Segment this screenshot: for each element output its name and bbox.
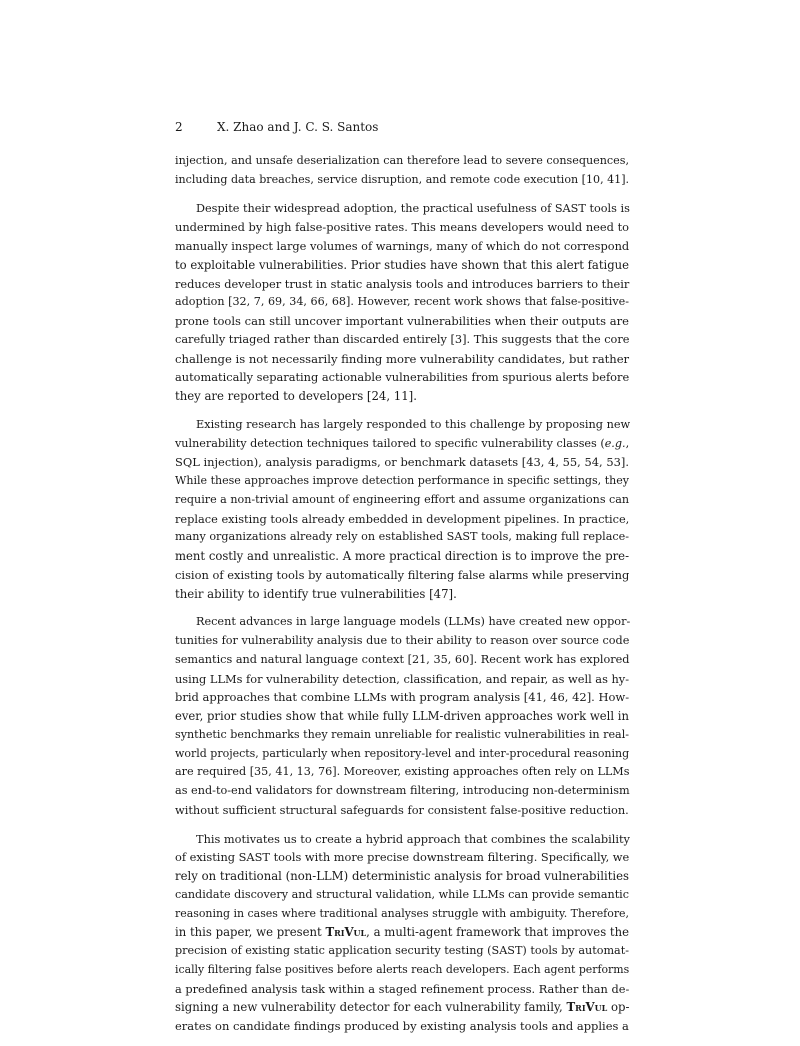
text-line: candidate discovery and structural validation, while LLMs can provide semantic [175,887,629,901]
text-line: signing a new vulnerability detector for each vulnerability family, TriVul op- [175,1000,630,1015]
text-line: cision of existing tools by automatically filtering false alarms while preserving [175,567,630,582]
text-line: This motivates us to create a hybrid approach that combines the scalability [196,831,630,846]
text-line: world projects, particularly when repository-level and inter-procedural reasoning [175,746,630,760]
text-line: challenge is not necessarily finding more vulnerability candidates, but rather [175,351,630,366]
text-line: manually inspect large volumes of warnings, many of which do not correspond [175,239,630,253]
text-line: in this paper, we present TriVul, a multi-agent framework that improves the [175,925,629,940]
text-line: their ability to identify true vulnerabilities [47]. [175,586,457,601]
text-line: reasoning in cases where traditional analyses struggle with ambiguity. Therefore, [175,906,629,920]
text-line: brid approaches that combine LLMs with program analysis [41, 46, 42]. How- [175,690,630,705]
text-line: they are reported to developers [24, 11]. [175,389,417,403]
paragraph [175,830,629,1036]
text-line: injection, and unsafe deserialization can therefore lead to severe consequences, [175,154,629,167]
text-line: erates on candidate findings produced by existing analysis tools and applies a [175,1019,629,1033]
text-line: Recent advances in large language models (LLMs) have created new oppor- [196,615,631,629]
body-text [175,152,629,1036]
text-line: rely on traditional (non-LLM) deterministic analysis for broad vulnerabilities [175,869,629,883]
paragraph [175,613,629,819]
text-line: undermined by high false-positive rates. This means developers would need to [175,220,629,235]
paragraph [175,200,629,406]
text-line: including data breaches, service disruption, and remote code execution [10, 41]. [175,172,630,186]
text-line: Despite their widespread adoption, the practical usefulness of SAST tools is [196,201,630,215]
text-line: are required [35, 41, 13, 76]. Moreover, existing approaches often rely on LLMs [175,765,630,779]
text-line: precision of existing static application security testing (SAST) tools by automat- [175,944,629,957]
text-line: automatically separating actionable vulnerabilities from spurious alerts before [175,370,630,385]
text-line: vulnerability detection techniques tailored to specific vulnerability classes (e.g., [175,436,630,450]
paragraph [175,152,629,190]
text-line: a predefined analysis task within a staged refinement process. Rather than de- [175,981,630,996]
paper-page [175,118,629,1046]
running-header-authors: X. Zhao and J. C. S. Santos [217,120,379,134]
text-line: semantics and natural language context [21, 35, 60]. Recent work has explored [175,652,630,666]
text-line: prone tools can still uncover important vulnerabilities when their outputs are [175,314,629,328]
text-line: as end-to-end validators for downstream filtering, introducing non-determinism [175,784,630,797]
text-line: ever, prior studies show that while fully LLM-driven approaches work well in [175,709,629,723]
paragraph [175,416,629,604]
text-line: adoption [32, 7, 69, 34, 66, 68]. However, recent work shows that false-positive- [175,295,629,309]
text-line: Existing research has largely responded to this challenge by proposing new [196,417,631,431]
text-line: SQL injection), analysis paradigms, or benchmark datasets [43, 4, 55, 54, 53]. [175,455,629,470]
running-header [175,118,629,136]
text-line: synthetic benchmarks they remain unreliable for realistic vulnerabilities in real- [175,727,630,741]
text-line: to exploitable vulnerabilities. Prior studies have shown that this alert fatigue [175,257,629,272]
text-line: replace existing tools already embedded in development pipelines. In practice, [175,511,630,526]
text-line: using LLMs for vulnerability detection, classification, and repair, as well as hy- [175,671,630,686]
page-number: 2 [175,120,183,134]
text-line: of existing SAST tools with more precise downstream filtering. Specifically, we [175,850,630,865]
text-line: tunities for vulnerability analysis due to their ability to reason over source code [175,634,630,647]
text-line: ment costly and unrealistic. A more practical direction is to improve the pre- [175,549,629,563]
text-line: carefully triaged rather than discarded entirely [3]. This suggests that the core [175,332,630,346]
text-line: without sufficient structural safeguards for consistent false-positive reduction. [175,802,629,817]
text-line: require a non-trivial amount of engineering effort and assume organizations can [175,492,630,506]
text-line: ically filtering false positives before alerts reach developers. Each agent performs [175,962,630,976]
text-line: While these approaches improve detection performance in specific settings, they [175,474,629,487]
text-line: reduces developer trust in static analysis tools and introduces barriers to their [175,276,630,291]
text-line: many organizations already rely on established SAST tools, making full replace- [175,530,629,544]
